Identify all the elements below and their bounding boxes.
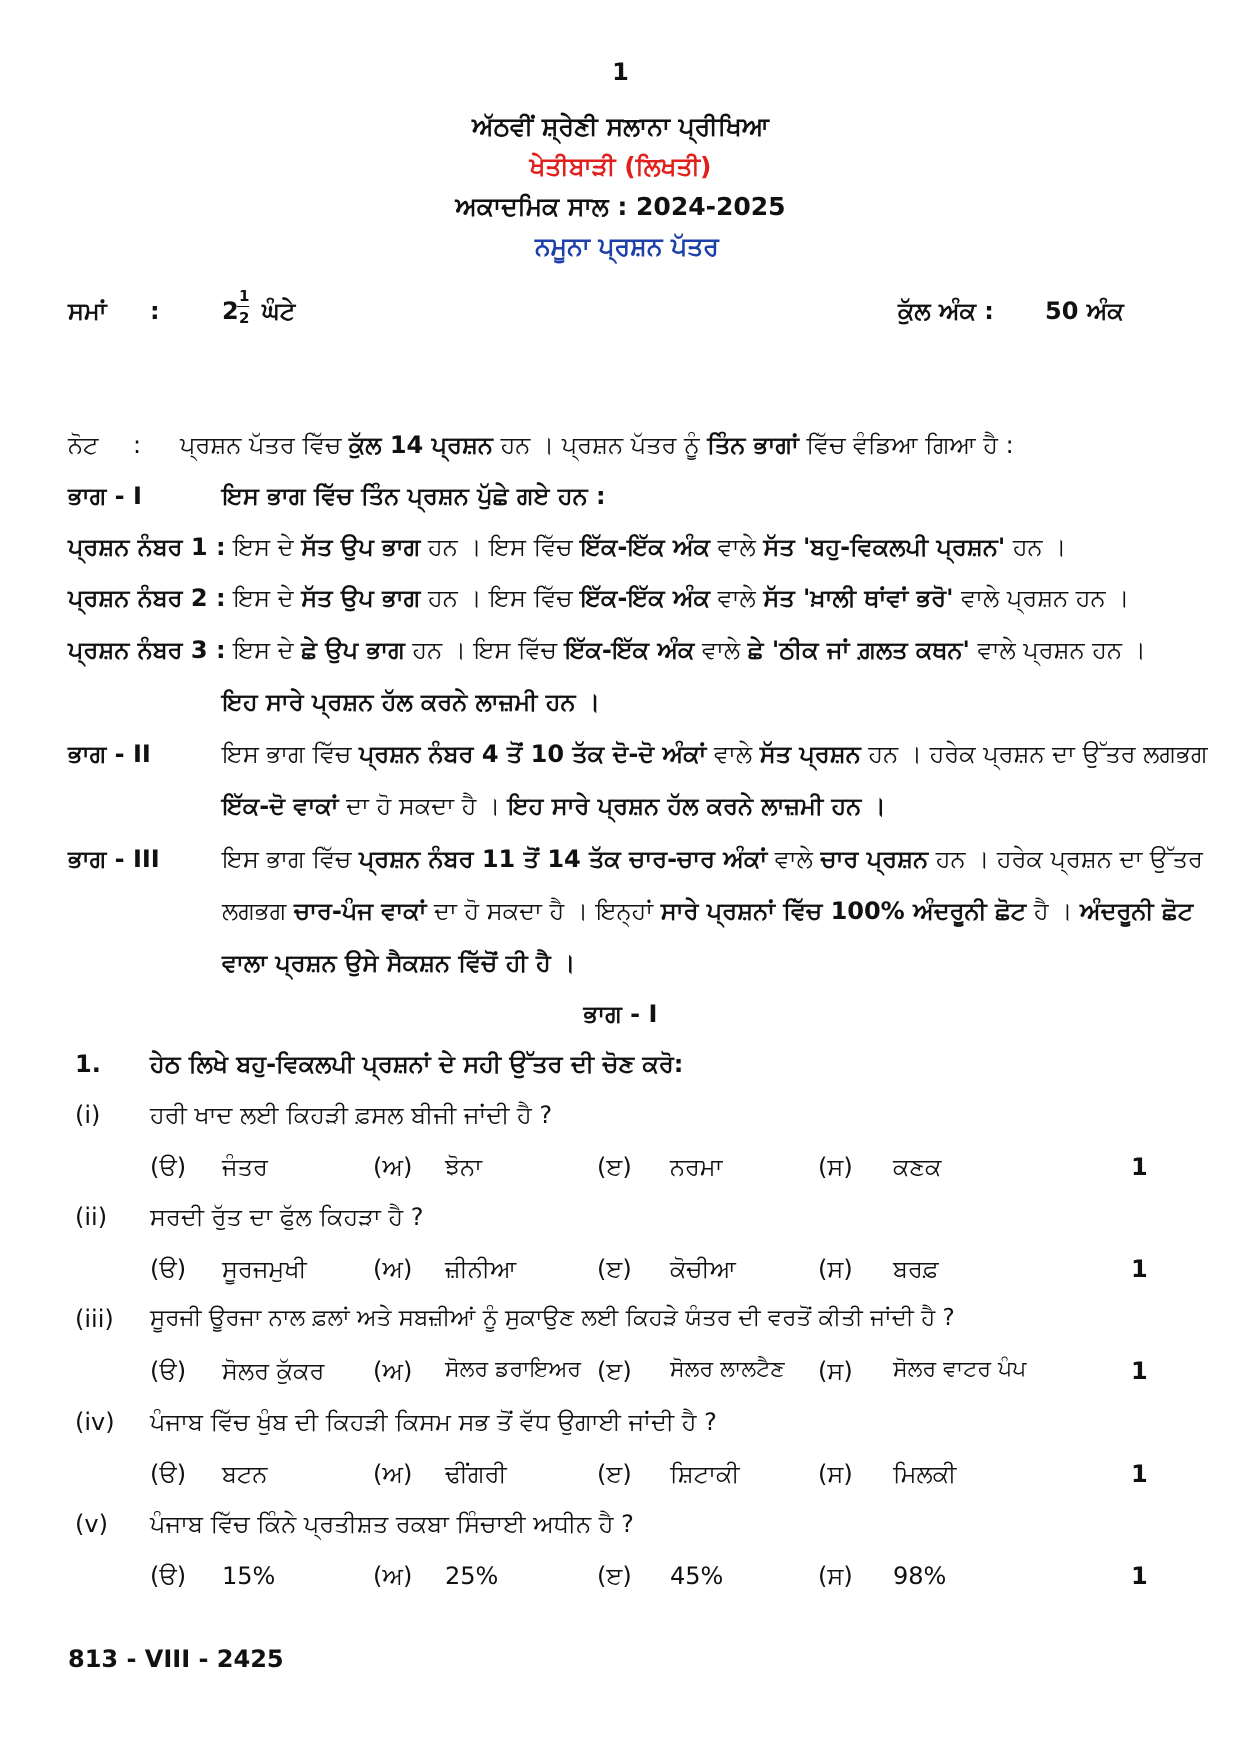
option-key: (ੲ) xyxy=(597,1153,632,1181)
option-key: (ੲ) xyxy=(597,1255,632,1283)
option-key: (ਅ) xyxy=(373,1460,413,1488)
mcq-question: ਹਰੀ ਖਾਦ ਲਈ ਕਿਹੜੀ ਫ਼ਸਲ ਬੀਜੀ ਜਾਂਦੀ ਹੈ ? xyxy=(150,1101,553,1129)
option-text: ਢੀਂਗਰੀ xyxy=(445,1460,507,1488)
option-text: ਸੋਲਰ ਲਾਲਟੈਣ xyxy=(670,1357,785,1382)
page-number: 1 xyxy=(612,58,629,86)
footer-code: 813 - VIII - 2425 xyxy=(68,1645,284,1673)
part3-text-line1: ਇਸ ਭਾਗ ਵਿੱਚ ਪ੍ਰਸ਼ਨ ਨੰਬਰ 11 ਤੋਂ 14 ਤੱਕ ਚਾਰ-ਚਾਰ ਅੰਕਾਂ ਵਾਲੇ ਚਾਰ ਪ੍ਰਸ਼ਨ ਹਨ । ਹਰੇਕ ਪ੍ਰਸ਼ਨ ਦਾ ਉੱਤਰ xyxy=(222,845,1203,873)
duration-denominator: 2 xyxy=(239,309,250,327)
note-text: ਪ੍ਰਸ਼ਨ ਪੱਤਰ ਵਿੱਚ ਕੁੱਲ 14 ਪ੍ਰਸ਼ਨ ਹਨ । ਪ੍ਰਸ਼ਨ ਪੱਤਰ ਨੂੰ ਤਿੰਨ ਭਾਗਾਂ ਵਿੱਚ ਵੰਡਿਆ ਗਿਆ ਹੈ : xyxy=(180,431,1014,459)
part2-label: ਭਾਗ - II xyxy=(68,740,151,768)
option-text: ਬਰਫ਼ xyxy=(893,1255,939,1283)
duration-numerator: 1 xyxy=(239,287,250,305)
marks-value: 1 xyxy=(1131,1357,1148,1385)
option-key: (ੳ) xyxy=(150,1562,187,1590)
part3-text-line3: ਵਾਲਾ ਪ੍ਰਸ਼ਨ ਉਸੇ ਸੈਕਸ਼ਨ ਵਿੱਚੋਂ ਹੀ ਹੈ । xyxy=(222,949,576,977)
subject-title: ਖੇਤੀਬਾੜੀ (ਲਿਖਤੀ) xyxy=(529,152,712,181)
paper-type: ਨਮੂਨਾ ਪ੍ਰਸ਼ਨ ਪੱਤਰ xyxy=(535,232,719,261)
note-label: ਨੋਟ xyxy=(68,431,99,459)
mcq-question: ਪੰਜਾਬ ਵਿੱਚ ਖੁੰਬ ਦੀ ਕਿਹੜੀ ਕਿਸਮ ਸਭ ਤੋਂ ਵੱਧ ਉਗਾਈ ਜਾਂਦੀ ਹੈ ? xyxy=(150,1408,717,1436)
part2-text-line2: ਇੱਕ-ਦੋ ਵਾਕਾਂ ਦਾ ਹੋ ਸਕਦਾ ਹੈ । ਇਹ ਸਾਰੇ ਪ੍ਰਸ਼ਨ ਹੱਲ ਕਰਨੇ ਲਾਜ਼ਮੀ ਹਨ । xyxy=(222,792,886,820)
mcq-number: (i) xyxy=(75,1101,101,1129)
question-number: 1. xyxy=(75,1050,101,1078)
section-heading: ਭਾਗ - I xyxy=(583,1000,658,1028)
marks-value: 1 xyxy=(1131,1460,1148,1488)
question-heading: ਹੇਠ ਲਿਖੇ ਬਹੁ-ਵਿਕਲਪੀ ਪ੍ਰਸ਼ਨਾਂ ਦੇ ਸਹੀ ਉੱਤਰ ਦੀ ਚੋਣ ਕਰੋ: xyxy=(150,1050,684,1078)
option-key: (ਅ) xyxy=(373,1153,413,1181)
option-key: (ਸ) xyxy=(818,1562,853,1590)
marks-value: 1 xyxy=(1131,1153,1148,1181)
option-text: ਸੋਲਰ ਕੁੱਕਰ xyxy=(222,1357,325,1385)
option-text: ਸ਼ਿਟਾਕੀ xyxy=(670,1460,740,1488)
option-text: ਮਿਲਕੀ xyxy=(893,1460,957,1488)
option-key: (ਅ) xyxy=(373,1255,413,1283)
time-colon: : xyxy=(150,297,160,325)
option-text: 98% xyxy=(893,1562,947,1590)
note-colon: : xyxy=(133,431,142,459)
marks-value: 1 xyxy=(1131,1562,1148,1590)
duration-unit: ਘੰਟੇ xyxy=(262,297,296,325)
option-key: (ਸ) xyxy=(818,1153,853,1181)
option-text: ਕਣਕ xyxy=(893,1153,942,1181)
mcq-number: (iii) xyxy=(75,1305,114,1333)
mcq-number: (iv) xyxy=(75,1408,115,1436)
part3-text-line2: ਲਗਭਗ ਚਾਰ-ਪੰਜ ਵਾਕਾਂ ਦਾ ਹੋ ਸਕਦਾ ਹੈ । ਇਨ੍ਹਾਂ ਸਾਰੇ ਪ੍ਰਸ਼ਨਾਂ ਵਿੱਚ 100% ਅੰਦਰੂਨੀ ਛੋਟ ਹੈ । ਅੰਦਰੂਨੀ ਛੋਟ xyxy=(222,897,1194,925)
mcq-question: ਸੂਰਜੀ ਊਰਜਾ ਨਾਲ ਫ਼ਲਾਂ ਅਤੇ ਸਬਜ਼ੀਆਂ ਨੂੰ ਸੁਕਾਉਣ ਲਈ ਕਿਹੜੇ ਯੰਤਰ ਦੀ ਵਰਤੋਂ ਕੀਤੀ ਜਾਂਦੀ ਹੈ ? xyxy=(150,1305,955,1331)
part1-text: ਇਸ ਭਾਗ ਵਿੱਚ ਤਿੰਨ ਪ੍ਰਸ਼ਨ ਪੁੱਛੇ ਗਏ ਹਨ : xyxy=(222,482,606,510)
duration-whole: 2 xyxy=(222,297,239,325)
mcq-number: (ii) xyxy=(75,1203,108,1231)
option-text: ਸੋਲਰ ਵਾਟਰ ਪੰਪ xyxy=(893,1357,1027,1382)
option-key: (ਸ) xyxy=(818,1357,853,1385)
option-text: 25% xyxy=(445,1562,499,1590)
option-text: 15% xyxy=(222,1562,276,1590)
option-text: ਜੰਤਰ xyxy=(222,1153,268,1181)
option-key: (ੳ) xyxy=(150,1460,187,1488)
q3-instruction: ਪ੍ਰਸ਼ਨ ਨੰਬਰ 3 : ਇਸ ਦੇ ਛੇ ਉਪ ਭਾਗ ਹਨ । ਇਸ ਵਿੱਚ ਇੱਕ-ਇੱਕ ਅੰਕ ਵਾਲੇ ਛੇ 'ਠੀਕ ਜਾਂ ਗ਼ਲਤ ਕਥਨ' ਵਾਲੇ ਪ੍ਰਸ਼ਨ ਹਨ । xyxy=(68,636,1146,664)
option-key: (ੲ) xyxy=(597,1357,632,1385)
q1-instruction: ਪ੍ਰਸ਼ਨ ਨੰਬਰ 1 : ਇਸ ਦੇ ਸੱਤ ਉਪ ਭਾਗ ਹਨ । ਇਸ ਵਿੱਚ ਇੱਕ-ਇੱਕ ਅੰਕ ਵਾਲੇ ਸੱਤ 'ਬਹੁ-ਵਿਕਲਪੀ ਪ੍ਰਸ਼ਨ' ਹਨ । xyxy=(68,533,1067,561)
part1-label: ਭਾਗ - I xyxy=(68,482,142,510)
part2-text-line1: ਇਸ ਭਾਗ ਵਿੱਚ ਪ੍ਰਸ਼ਨ ਨੰਬਰ 4 ਤੋਂ 10 ਤੱਕ ਦੋ-ਦੋ ਅੰਕਾਂ ਵਾਲੇ ਸੱਤ ਪ੍ਰਸ਼ਨ ਹਨ । ਹਰੇਕ ਪ੍ਰਸ਼ਨ ਦਾ ਉੱਤਰ ਲਗਭਗ xyxy=(222,740,1208,768)
compulsory-note: ਇਹ ਸਾਰੇ ਪ੍ਰਸ਼ਨ ਹੱਲ ਕਰਨੇ ਲਾਜ਼ਮੀ ਹਨ । xyxy=(222,688,601,716)
part3-label: ਭਾਗ - III xyxy=(68,845,160,873)
option-text: ਝੋਨਾ xyxy=(445,1153,482,1181)
option-key: (ਅ) xyxy=(373,1562,413,1590)
mcq-question: ਸਰਦੀ ਰੁੱਤ ਦਾ ਫੁੱਲ ਕਿਹੜਾ ਹੈ ? xyxy=(150,1203,424,1231)
option-text: ਨਰਮਾ xyxy=(670,1153,723,1181)
academic-year: ਅਕਾਦਮਿਕ ਸਾਲ : 2024-2025 xyxy=(455,192,786,221)
fraction-bar xyxy=(237,306,249,307)
marks-value: 1 xyxy=(1131,1255,1148,1283)
time-label: ਸਮਾਂ xyxy=(68,297,107,325)
option-key: (ਸ) xyxy=(818,1460,853,1488)
total-marks-value: 50 ਅੰਕ xyxy=(1045,297,1124,325)
option-key: (ੳ) xyxy=(150,1255,187,1283)
option-text: ਬਟਨ xyxy=(222,1460,268,1488)
total-marks-label: ਕੁੱਲ ਅੰਕ : xyxy=(898,297,994,325)
option-key: (ਸ) xyxy=(818,1255,853,1283)
q2-instruction: ਪ੍ਰਸ਼ਨ ਨੰਬਰ 2 : ਇਸ ਦੇ ਸੱਤ ਉਪ ਭਾਗ ਹਨ । ਇਸ ਵਿੱਚ ਇੱਕ-ਇੱਕ ਅੰਕ ਵਾਲੇ ਸੱਤ 'ਖ਼ਾਲੀ ਥਾਂਵਾਂ ਭਰੋ' ਵਾਲੇ ਪ੍ਰਸ਼ਨ ਹਨ । xyxy=(68,584,1130,612)
option-key: (ੲ) xyxy=(597,1460,632,1488)
option-text: ਸੂਰਜਮੁਖੀ xyxy=(222,1255,307,1283)
option-key: (ੳ) xyxy=(150,1357,187,1385)
option-text: 45% xyxy=(670,1562,724,1590)
option-text: ਜ਼ੀਨੀਆ xyxy=(445,1255,517,1283)
exam-title: ਅੱਠਵੀਂ ਸ਼੍ਰੇਣੀ ਸਲਾਨਾ ਪ੍ਰੀਖਿਆ xyxy=(472,112,769,141)
option-key: (ੲ) xyxy=(597,1562,632,1590)
option-key: (ਅ) xyxy=(373,1357,413,1385)
option-key: (ੳ) xyxy=(150,1153,187,1181)
option-text: ਕੋਚੀਆ xyxy=(670,1255,736,1283)
option-text: ਸੋਲਰ ਡਰਾਇਅਰ xyxy=(445,1357,582,1382)
mcq-question: ਪੰਜਾਬ ਵਿੱਚ ਕਿੰਨੇ ਪ੍ਰਤੀਸ਼ਤ ਰਕਬਾ ਸਿੰਚਾਈ ਅਧੀਨ ਹੈ ? xyxy=(150,1510,634,1538)
mcq-number: (v) xyxy=(75,1510,108,1538)
